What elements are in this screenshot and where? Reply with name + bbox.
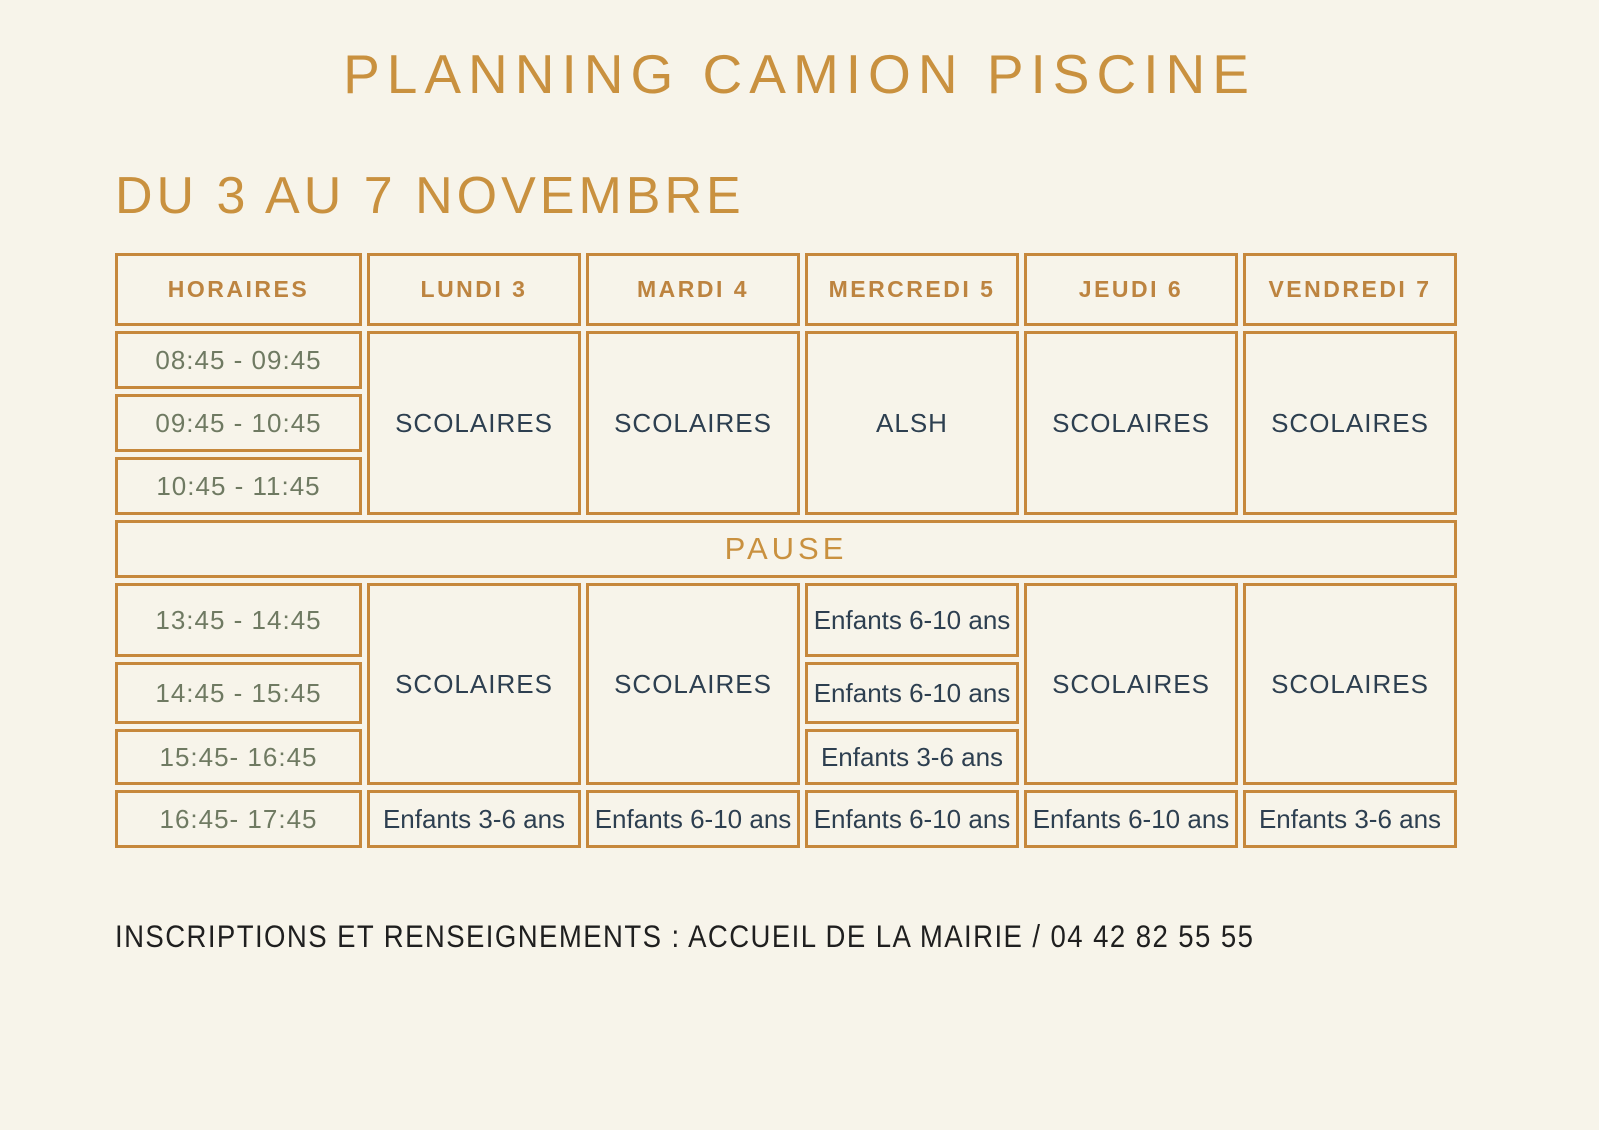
activity-cell-mardi-afternoon: SCOLAIRES bbox=[586, 583, 800, 785]
time-cell-1645: 16:45- 17:45 bbox=[115, 790, 362, 848]
table-row bbox=[115, 583, 1457, 657]
activity-cell-mercredi-morning: ALSH bbox=[805, 331, 1019, 515]
header-cell-horaires: HORAIRES bbox=[115, 253, 362, 326]
table-row bbox=[115, 331, 1457, 389]
activity-cell-mardi-late: Enfants 6-10 ans bbox=[586, 790, 800, 848]
contact-info-text: INSCRIPTIONS ET RENSEIGNEMENTS : ACCUEIL DE LA MAIRIE / 04 42 82 55 55 bbox=[115, 919, 1255, 955]
time-cell-0845: 08:45 - 09:45 bbox=[115, 331, 362, 389]
table-row bbox=[115, 790, 1457, 848]
activity-cell-lundi-morning: SCOLAIRES bbox=[367, 331, 581, 515]
time-cell-1545: 15:45- 16:45 bbox=[115, 729, 362, 785]
header-cell-mardi: MARDI 4 bbox=[586, 253, 800, 326]
activity-cell-mercredi-1445: Enfants 6-10 ans bbox=[805, 662, 1019, 724]
time-cell-1345: 13:45 - 14:45 bbox=[115, 583, 362, 657]
schedule-table-container bbox=[110, 248, 1462, 853]
activity-cell-lundi-late: Enfants 3-6 ans bbox=[367, 790, 581, 848]
activity-cell-mercredi-late: Enfants 6-10 ans bbox=[805, 790, 1019, 848]
time-cell-1445: 14:45 - 15:45 bbox=[115, 662, 362, 724]
header-cell-jeudi: JEUDI 6 bbox=[1024, 253, 1238, 326]
schedule-table bbox=[110, 248, 1462, 853]
activity-cell-mardi-morning: SCOLAIRES bbox=[586, 331, 800, 515]
page-title: PLANNING CAMION PISCINE bbox=[343, 43, 1256, 105]
activity-cell-vendredi-afternoon: SCOLAIRES bbox=[1243, 583, 1457, 785]
header-cell-mercredi: MERCREDI 5 bbox=[805, 253, 1019, 326]
activity-cell-mercredi-1545: Enfants 3-6 ans bbox=[805, 729, 1019, 785]
header-cell-vendredi: VENDREDI 7 bbox=[1243, 253, 1457, 326]
activity-cell-mercredi-1345: Enfants 6-10 ans bbox=[805, 583, 1019, 657]
pause-row bbox=[115, 520, 1457, 578]
header-cell-lundi: LUNDI 3 bbox=[367, 253, 581, 326]
date-range-subtitle: DU 3 AU 7 NOVEMBRE bbox=[115, 167, 745, 225]
time-cell-0945: 09:45 - 10:45 bbox=[115, 394, 362, 452]
activity-cell-vendredi-morning: SCOLAIRES bbox=[1243, 331, 1457, 515]
activity-cell-vendredi-late: Enfants 3-6 ans bbox=[1243, 790, 1457, 848]
pause-cell: PAUSE bbox=[115, 520, 1457, 578]
activity-cell-jeudi-morning: SCOLAIRES bbox=[1024, 331, 1238, 515]
activity-cell-jeudi-afternoon: SCOLAIRES bbox=[1024, 583, 1238, 785]
time-cell-1045: 10:45 - 11:45 bbox=[115, 457, 362, 515]
activity-cell-jeudi-late: Enfants 6-10 ans bbox=[1024, 790, 1238, 848]
header-row bbox=[115, 253, 1457, 326]
activity-cell-lundi-afternoon: SCOLAIRES bbox=[367, 583, 581, 785]
